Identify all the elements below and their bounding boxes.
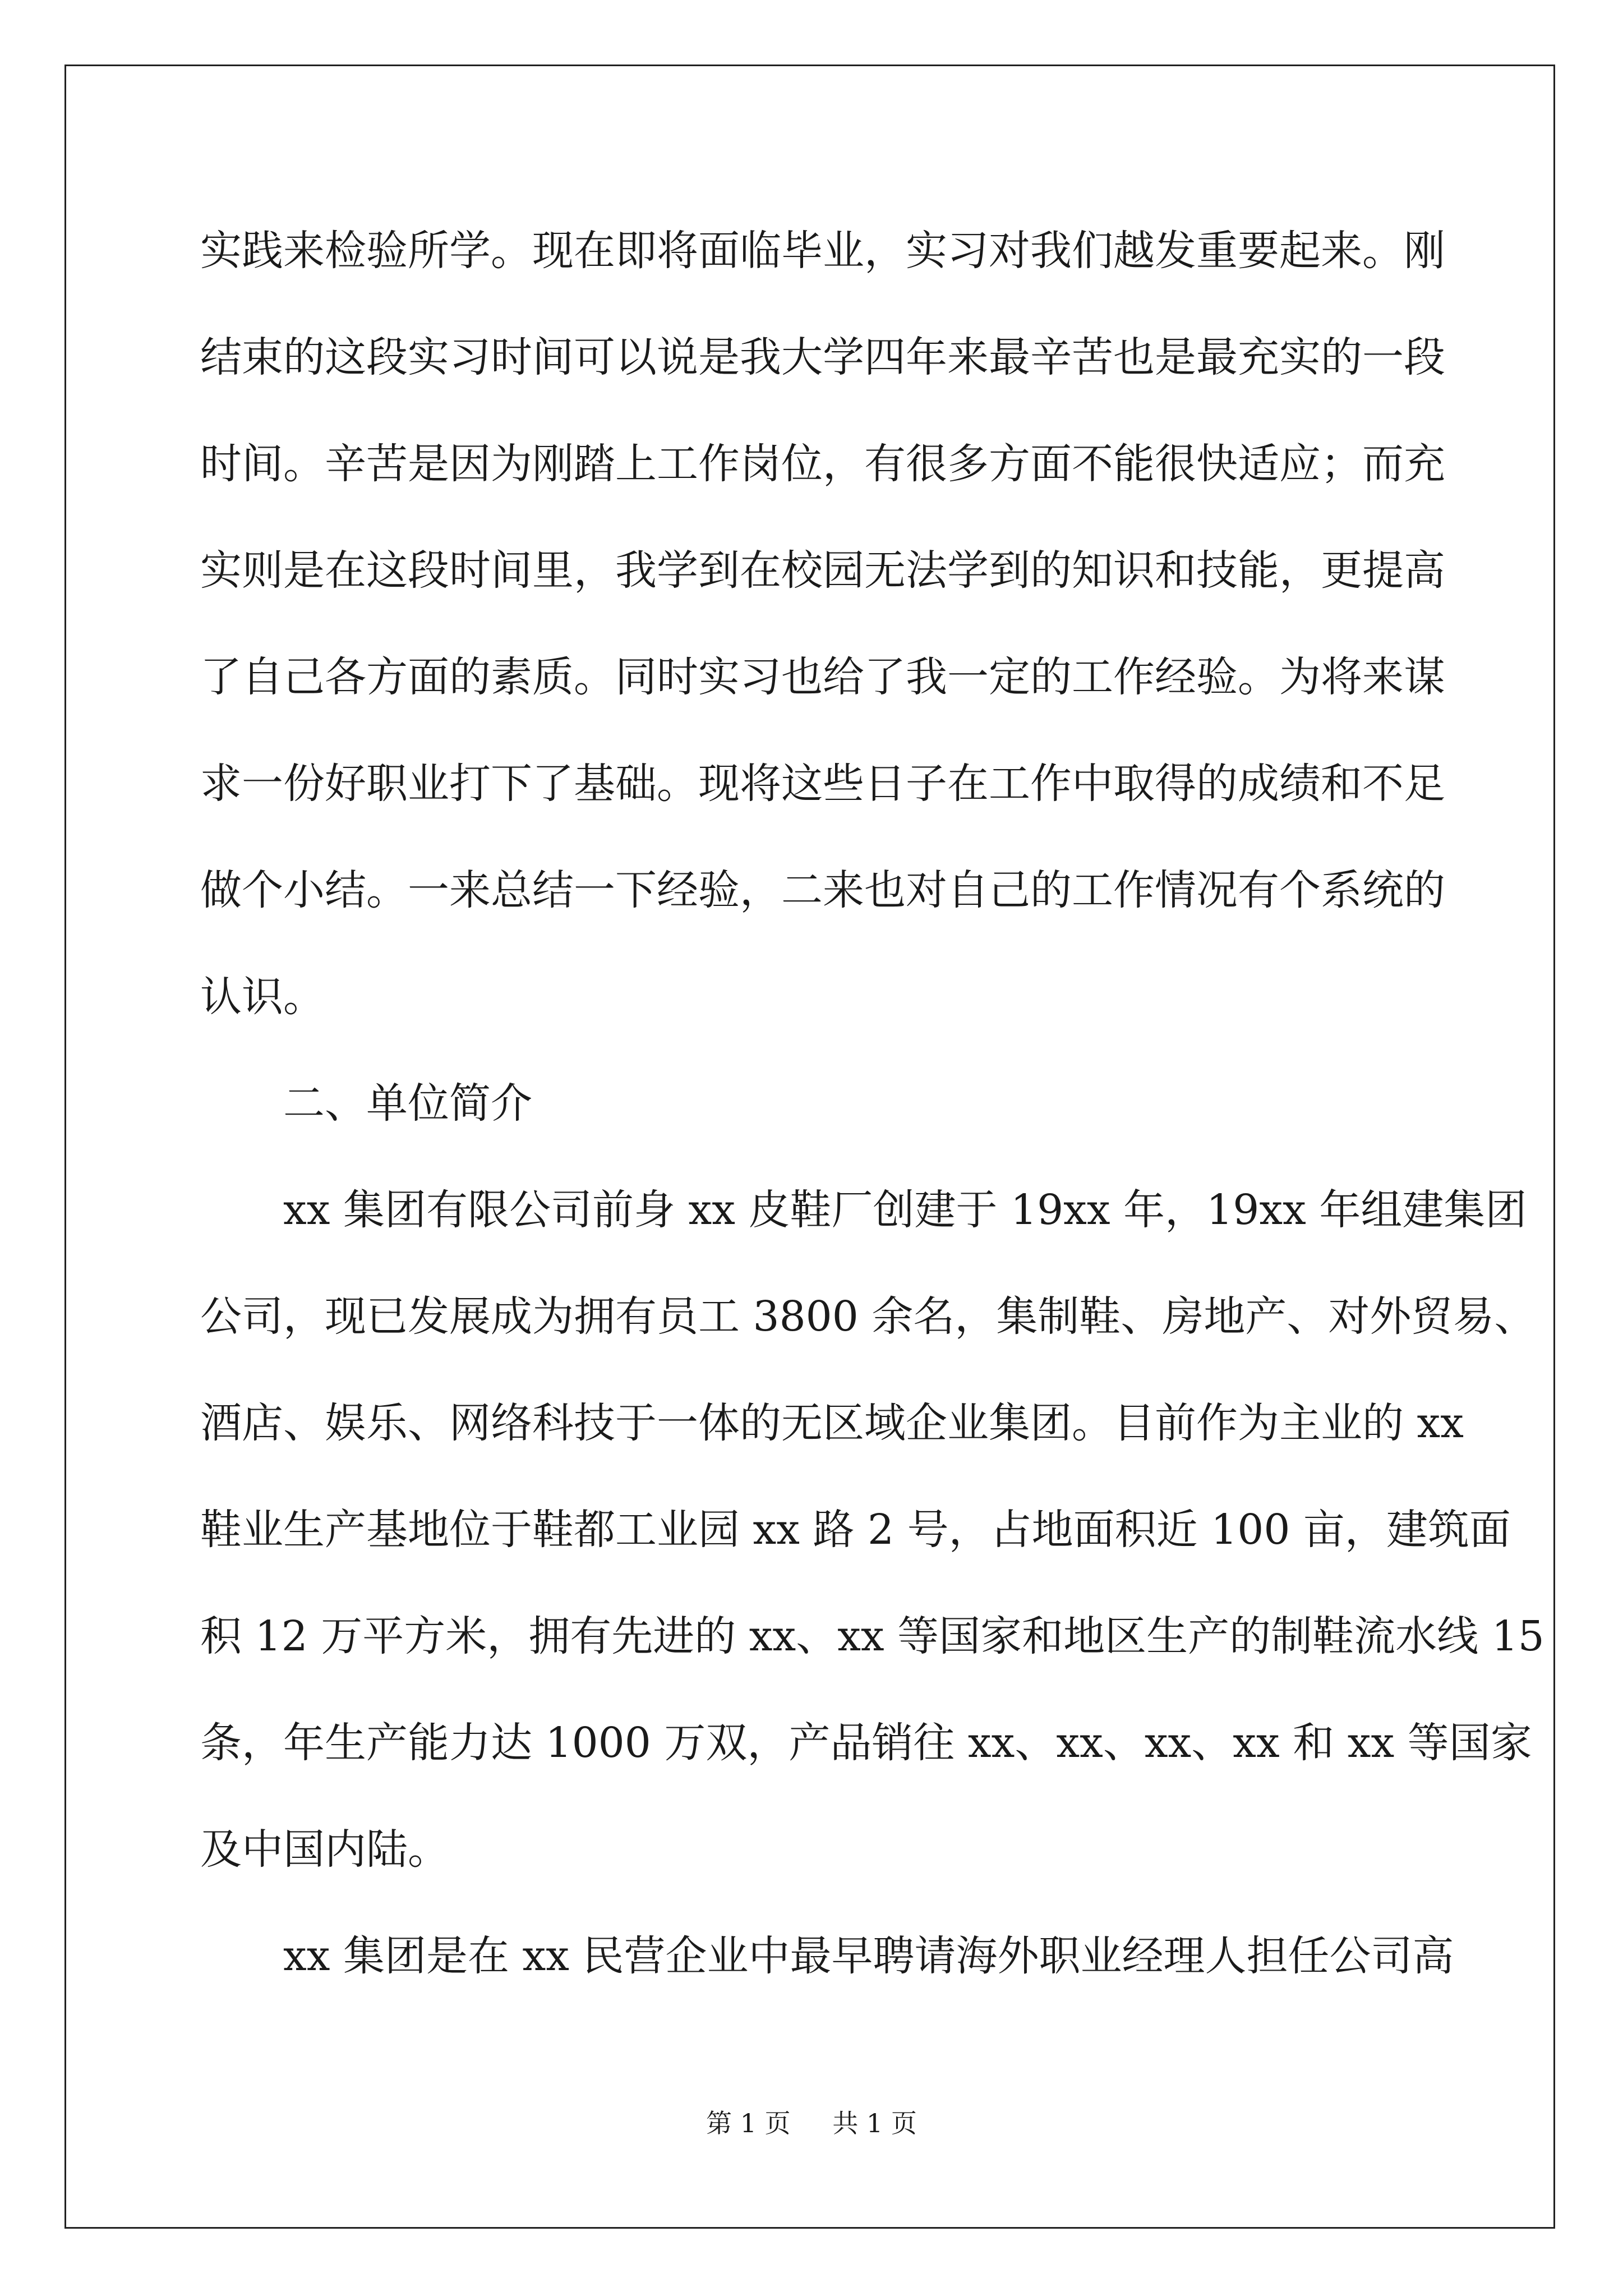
text-line: 及中国内陆。 xyxy=(200,1825,449,1874)
text-line: 实则是在这段时间里，我学到在校园无法学到的知识和技能，更提高 xyxy=(200,546,1445,595)
page-total: 共 1 页 xyxy=(832,2108,917,2138)
text-line: 鞋业生产基地位于鞋都工业园 xx 路 2 号，占地面积近 100 亩，建筑面 xyxy=(200,1506,1511,1554)
text-line: 公司，现已发展成为拥有员工 3800 余名，集制鞋、房地产、对外贸易、 xyxy=(200,1292,1536,1341)
text-line: 酒店、娱乐、网络科技于一体的无区域企业集团。目前作为主业的 xx xyxy=(200,1399,1464,1447)
text-line: 了自己各方面的素质。同时实习也给了我一定的工作经验。为将来谋 xyxy=(200,653,1445,701)
text-line: 认识。 xyxy=(200,973,325,1021)
text-line: 条，年生产能力达 1000 万双，产品销往 xx、xx、xx、xx 和 xx 等国家 xyxy=(200,1719,1532,1767)
text-line: xx 集团是在 xx 民营企业中最早聘请海外职业经理人担任公司高 xyxy=(283,1932,1454,1980)
text-line: 实践来检验所学。现在即将面临毕业，实习对我们越发重要起来。刚 xyxy=(200,227,1445,275)
text-line: 二、单位简介 xyxy=(283,1079,532,1128)
text-line: 做个小结。一来总结一下经验，二来也对自己的工作情况有个系统的 xyxy=(200,866,1445,914)
document-body xyxy=(200,197,1544,2009)
text-line: 结束的这段实习时间可以说是我大学四年来最辛苦也是最充实的一段 xyxy=(200,333,1445,381)
page-footer xyxy=(0,2106,1623,2140)
text-line: 时间。辛苦是因为刚踏上工作岗位，有很多方面不能很快适应；而充 xyxy=(200,440,1445,488)
text-line: 求一份好职业打下了基础。现将这些日子在工作中取得的成绩和不足 xyxy=(200,760,1445,808)
text-line: xx 集团有限公司前身 xx 皮鞋厂创建于 19xx 年，19xx 年组建集团 xyxy=(283,1186,1527,1234)
text-line: 积 12 万平方米，拥有先进的 xx、xx 等国家和地区生产的制鞋流水线 15 xyxy=(200,1612,1544,1660)
page-number: 第 1 页 xyxy=(706,2108,791,2138)
